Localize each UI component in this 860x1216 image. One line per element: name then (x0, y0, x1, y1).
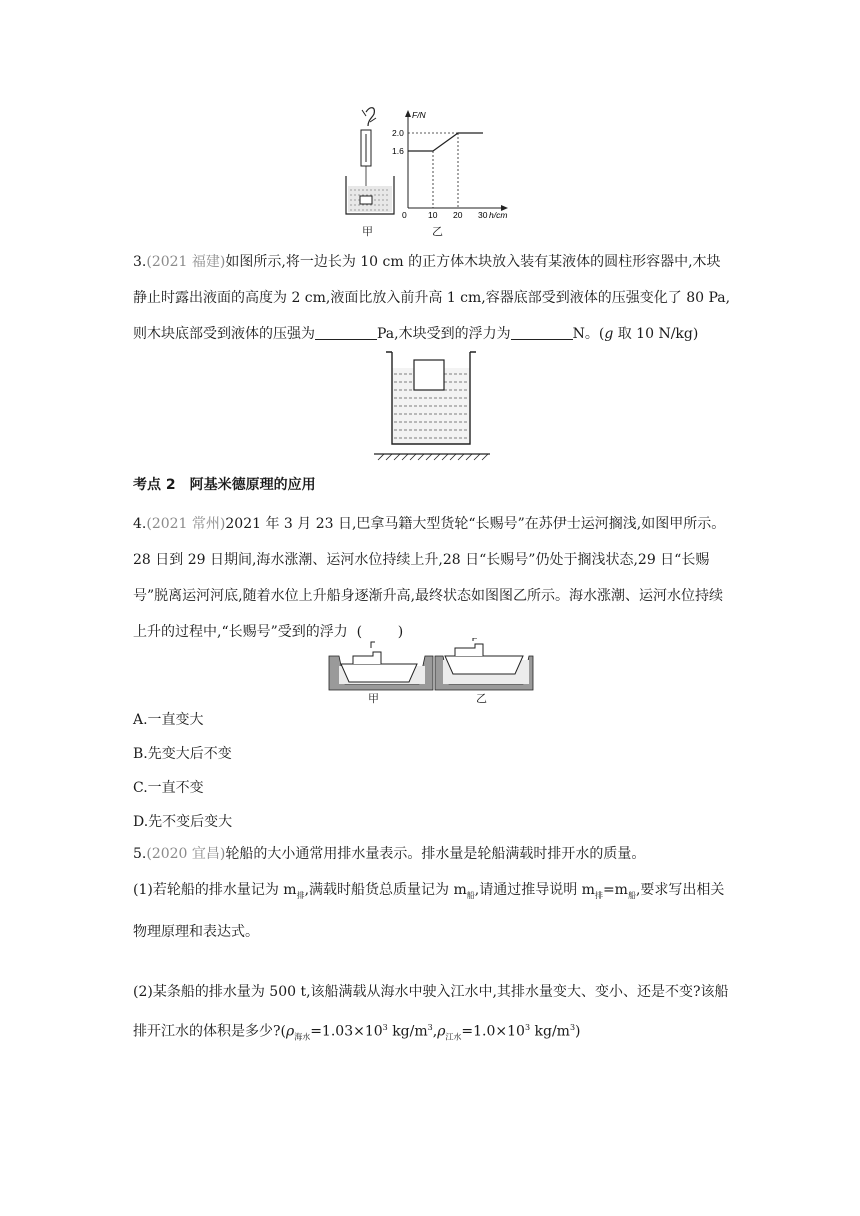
option-b[interactable]: B.先变大后不变 (133, 746, 232, 762)
ship-hull (341, 664, 417, 682)
question-source: (2020 宜昌) (146, 846, 226, 862)
section-number: 考点 2 (133, 477, 176, 493)
x-tick-label: 0 (402, 210, 407, 220)
y-tick-label: 1.6 (392, 146, 404, 156)
question-4 (133, 506, 733, 650)
question-number: 5. (133, 846, 147, 862)
hand-icon (366, 108, 374, 126)
series-line (408, 133, 483, 151)
answer-blank-1[interactable] (315, 325, 377, 340)
x-tick-label: 30 (478, 210, 488, 220)
figure-label-right: 乙 (476, 692, 487, 705)
question-5-part-1: (1)若轮船的排水量记为 $m_排$,满载时船货总质量记为 $m_船$,请通过推导说明 $m_排=m_船$,要求写出相关物理原理和表达式。 (133, 882, 725, 940)
ship-hull (445, 656, 523, 674)
figure-floating-cube (372, 350, 492, 462)
question-5-part-2: (2)某条船的排水量为 500 t,该船满载从海水中驶入江水中,其排水量变大、变小、还是不变?该船排开江水的体积是多少$?(\rho_{海水}=1.03\times 10^3$ $kg/m^3,\rho_{江水}=1.0\times 10^3$ $kg/m^3$) (133, 984, 729, 1042)
x-axis-label: h/cm (489, 210, 508, 220)
option-a[interactable]: A.一直变大 (133, 712, 204, 728)
answer-blank-2[interactable] (511, 325, 573, 340)
submerged-block (360, 196, 372, 204)
question-3: 3.(2021 福建)如图所示,将一边长为 10 cm 的正方体木块放入装有某液体的圆柱形容器中,木块静止时露出液面的高度为 2 cm,液面比放入前升高 1 cm,容器底部受到液体的压强变化了 80 Pa,则木块底部受到液体的压强为 Pa,木块受到的浮力为 N。(g 取 10 N/kg) (133, 254, 731, 342)
y-axis-label: F/N (412, 110, 426, 120)
figure-ships (325, 638, 535, 694)
figure-label-right: 乙 (432, 225, 443, 238)
question-source: (2021 常州) (146, 516, 226, 532)
section-heading (133, 474, 330, 494)
question-number: 3. (133, 254, 147, 270)
x-tick-label: 20 (453, 210, 463, 220)
question-text: 轮船的大小通常用排水量表示。排水量是轮船满载时排开水的质量。 (225, 846, 646, 862)
option-d[interactable]: D.先不变后变大 (133, 814, 233, 830)
question-text: 2021 年 3 月 23 日,巴拿马籍大型货轮“长赐号”在苏伊士运河搁浅,如图甲所示。28 日到 29 日期间,海水涨潮、运河水位持续上升,28 日“长赐号”仍处于搁浅状态,29 日“长赐号”脱离运河河底,随着水位上升船身逐渐升高,最终状态如图图乙所示。海水涨潮、运河水位持续上升的过程中,“长赐号”受到的浮力 (133, 516, 726, 640)
section-title: 阿基米德原理的应用 (189, 477, 316, 493)
wooden-cube (414, 360, 444, 390)
question-source: (2021 福建) (146, 254, 226, 270)
question-number: 4. (133, 516, 147, 532)
figure-label-left: 甲 (362, 225, 373, 238)
x-tick-label: 10 (428, 210, 438, 220)
option-c[interactable]: C.一直不变 (133, 780, 204, 796)
question-5 (133, 836, 733, 872)
figure-spring-scale-graph (340, 104, 510, 220)
figure-label-left: 甲 (368, 692, 379, 705)
answer-bracket[interactable]: ( ) (356, 624, 404, 640)
y-tick-label: 2.0 (392, 128, 404, 138)
question-text: 如图所示,将一边长为 10 cm 的正方体木块放入装有某液体的圆柱形容器中,木块静止时露出液面的高度为 2 cm,液面比放入前升高 1 cm,容器底部受到液体的压强变化了 80 Pa,则木块底部受到液体的压强为 (133, 254, 731, 342)
